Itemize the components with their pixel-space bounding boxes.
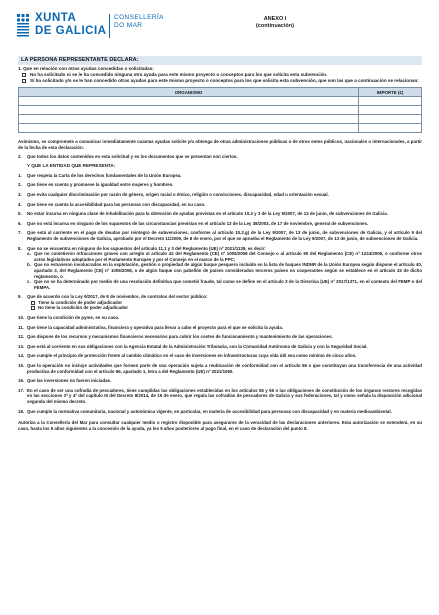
item-number: 7. [18, 230, 22, 236]
item-number: 2. [18, 154, 22, 160]
item-number: 15. [18, 363, 25, 369]
item-text: Que cumple la normativa comunitaria, nacional y autonómica vigente, en particular, en materia de accesibilidad para personas con discapacidad y en materia medioambiental. [27, 408, 392, 414]
commitment-paragraph: Asimismo, se compromete a comunicar inmediatamente cuantas ayudas solicite y/u obtenga de otras administraciones públicas o de otros entes públicos, nacionales o internacionales, a partir de la fecha de esta declaración. [18, 139, 422, 150]
declaration-item [18, 173, 422, 179]
declaration-item [18, 315, 422, 321]
item-number: 14. [18, 353, 25, 359]
option-label: Tiene la condición de poder adjudicador [38, 299, 123, 305]
importe-cell[interactable] [359, 115, 422, 124]
item-number: 9. [18, 294, 22, 300]
xunta-logo [15, 12, 165, 42]
organismo-cell[interactable] [19, 97, 359, 106]
item-text: Que cumple el principio de protección frente al cambio climático en el caso de inversiones en infraestructuras cuya vida útil sea como mínimo de cinco años. [27, 353, 357, 359]
declaration-item [18, 388, 422, 405]
item-number: 18. [18, 408, 25, 414]
item-text: Que no cometieron infracciones graves con arreglo al artículo 42 del Reglamento (CE) nº 1005/2008 del Consejo o al artículo 90 del Reglamento (CE) nº 1224/2009, o conforme otros actos legislativos adoptados por el Parlamento Europeo y por el Consejo en el marco de la PPC; [34, 251, 422, 262]
declaration-item [18, 344, 422, 350]
item-text: Que no se encuentra en ninguno de los supuestos del artículo 11.1 y 3 del Reglamento (UE) nº 2021/1139, es decir: [27, 245, 266, 251]
declaration-content [18, 56, 422, 431]
item-number: 2. [18, 182, 22, 188]
document-header [15, 12, 425, 44]
item-number: 3. [18, 191, 22, 197]
item-text: Que la operación no incluye actividades que formen parte de una operación sujeta a reubicación de conformidad con el artículo 65 o que constituyan una transferencia de una actividad productiva de conformidad con el artículo 66, apartado 1, letra a del Reglamento (UE) nº 2021/1060. [27, 363, 422, 374]
item-number: 11. [18, 324, 24, 330]
declaration-item [18, 334, 422, 340]
organismo-cell[interactable] [19, 106, 359, 115]
item-number: 17. [18, 387, 25, 393]
item-text: Que respeta la Carta de los derechos fundamentales de la Unión Europea. [27, 172, 182, 178]
item-number: 5. [18, 211, 22, 217]
declaration-item [18, 182, 422, 188]
declaration-item [18, 230, 422, 241]
subitem [18, 279, 422, 290]
checkbox[interactable] [31, 306, 35, 310]
declaration-item [18, 378, 422, 384]
organismo-cell[interactable] [19, 115, 359, 124]
subitem-list [18, 251, 422, 290]
subitem [18, 262, 422, 279]
question-1: 1. Que en relación con otras ayudas concedidas o solicitadas: [18, 66, 154, 71]
logo-divider [109, 14, 110, 38]
declaration-item [18, 409, 422, 415]
declaration-item [18, 221, 422, 227]
importe-cell[interactable] [359, 124, 422, 133]
item-text: No estar incursa en ninguna clase de inhabilitación para la obtención de ayudas previstas en el artículo 10.2 y 3 de la Ley 9/2007, de 13 de junio, de subvenciones de Galicia. [27, 211, 388, 217]
table-header-row [19, 88, 422, 97]
table-row [19, 97, 422, 106]
annex-heading [215, 16, 335, 30]
option-label: Sí ha solicitado y/o se le han concedido otras ayudas para este mismo proyecto o conceptos para los que solicita esta subvención, que son las que a continuación se relacionan: [30, 78, 419, 83]
logo-text [35, 12, 106, 38]
logo-region: DE GALICIA [35, 25, 107, 37]
entity-heading: Y QUE LA ENTIDAD QUE REPRESENTA: [27, 162, 116, 168]
logo-name: XUNTA [35, 12, 77, 24]
checkbox[interactable] [31, 301, 35, 305]
item-text: Que las inversiones no fueron iniciadas. [27, 378, 112, 384]
item-text: Que tiene en cuenta y promueve la igualdad entre mujeres y hombres. [27, 182, 174, 188]
declaration-item [18, 211, 422, 217]
column-header-organismo: ORGANISMO [19, 88, 359, 97]
item-number: a. [27, 251, 31, 257]
item-number: b. [27, 262, 31, 268]
declaration-item [18, 353, 422, 359]
option-label: No tiene la condición de poder adjudicador [38, 305, 129, 311]
checkbox[interactable] [22, 79, 26, 83]
declaration-item [18, 192, 422, 198]
item-text: Que no estuvieron involucrados en la explotación, gestión o propiedad de algún buque pesquero incluido en la lista de buques INDNR de la Unión Europea según dispone el artículo 40, apartado 3, del Reglamento (CE) nº 1005/2008, o de algún buque con pabellón de países considerados terceros países no cooperantes según se establece en el artículo 33 de dicho reglamento, o [34, 262, 422, 279]
checkbox[interactable] [22, 73, 26, 77]
annex-title: ANEXO I [263, 16, 287, 22]
option-label: No ha solicitado ni se le ha concedido ninguna otra ayuda para este mismo proyecto o conceptos para los que solicita esta subvención. [30, 72, 328, 77]
item-text: Que todos los datos contenidos en esta solicitud y en los documentos que se presentan son ciertos. [27, 154, 238, 160]
declaration-item-2 [18, 154, 422, 160]
item-text: Que no se ha determinado por medio de una resolución definitiva que cometió fraude, tal como se define en el artículo 3 de la Directiva (UE) nº 2017/1371, en el contexto del FEMP o del FEMPA. [34, 279, 422, 290]
declaration-item [18, 202, 422, 208]
organismo-cell[interactable] [19, 124, 359, 133]
column-header-importe: IMPORTE (€) [359, 88, 422, 97]
item-text: Que tiene la capacidad administrativa, financiera y operativa para llevar a cabo el proyecto para el que se solicita la ayuda. [27, 324, 283, 330]
item-number: 6. [18, 220, 22, 226]
item-number: 10. [18, 315, 25, 321]
department-line-2: DO MAR [114, 22, 143, 29]
department-line-1: CONSELLERÍA [114, 14, 164, 21]
item-text: Que evita cualquier discriminación por razón de género, origen racial o étnico, religión o convicciones, discapacidad, edad u orientación sexual. [27, 191, 329, 197]
importe-cell[interactable] [359, 97, 422, 106]
item-number: 1. [18, 172, 22, 178]
item-text: Que de acuerdo con la Ley 9/2017, de 8 de noviembre, de contratos del sector público: [27, 294, 208, 300]
item-number: 12. [18, 334, 25, 340]
option-other-aid[interactable] [18, 78, 422, 84]
declaration-item [18, 325, 422, 331]
item-number: c. [27, 279, 31, 285]
item-text: Que dispone de los recursos y mecanismos financieros necesarios para cubrir los costes de funcionamiento y mantenimiento de las operaciones. [27, 334, 333, 340]
item-text: Que tiene la condición de pyme, en su caso. [27, 315, 120, 321]
entity-declarations-continued [18, 315, 422, 414]
option-no-poder-adjudicador[interactable] [18, 305, 422, 311]
importe-cell[interactable] [359, 106, 422, 115]
department-name [114, 14, 164, 30]
item-text: Que no está incursa en ninguno de los supuestos de las circunstancias previstas en el artículo 13 de la Ley 38/2003, de 17 de noviembre, general de subvenciones. [27, 220, 369, 226]
item-text: En el caso de ser una cofradía de pescadores, tiene cumplidas las obligaciones establecidas en los artículos 55 y 56 o las obligaciones de constitución de los órganos rectores recogidas en las secciones 3ª y 4ª del capítulo III del Decreto 8/2014, de 16 de enero, que regula las cofradías de pescadores de Galicia y sus federaciones, tal y como señala la disposición adicional segunda del mismo decreto. [27, 387, 422, 404]
xunta-emblem-icon [15, 13, 31, 39]
table-row [19, 106, 422, 115]
table-row [19, 115, 422, 124]
item-text: Que tiene en cuenta la accesibilidad para las personas con discapacidad, en su caso. [27, 201, 206, 207]
item-text: Que está al corriente en sus obligaciones con la Agencia Estatal de la Administración Tributaria, con la Comunidad Autónoma de Galicia y con la Seguridad Social. [27, 343, 368, 349]
annex-subtitle: (continuación) [256, 23, 294, 29]
authorization-paragraph: Autoriza a la Consellería del Mar para consultar cualquier medio o registro disponible para asegurarse de la veracidad de las declaraciones anteriores. Esta autorización se extenderá, en su caso, hasta los 5 años siguientes a la concesión de la ayuda, ya los 5 años posteriores al pago final, en el caso de declaración del punto 8. [18, 420, 422, 431]
item-number: 16. [18, 378, 25, 384]
declaration-item [18, 363, 422, 374]
table-row [19, 124, 422, 133]
other-aid-table [18, 87, 422, 133]
section-title: LA PERSONA REPRESENTANTE DECLARA: [18, 56, 422, 65]
item-text: Que está al corriente en el pago de deudas por reintegro de subvenciones, conforme al artículo 10.2.g) de la Ley 9/2007, de 13 de junio, de subvenciones de Galicia, y el artículo 9 del Reglamento de subvenciones de Galicia, aprobado por el Decreto 11/2009, de 8 de enero, por el que se aprueba el Reglamento de la Ley 9/2007, de 13 de junio, de subvenciones de Galicia. [27, 230, 422, 241]
item-number: 4. [18, 201, 22, 207]
entity-declarations [18, 173, 422, 251]
subitem [18, 251, 422, 262]
item-number: 8. [18, 245, 22, 251]
item-number: 13. [18, 343, 25, 349]
